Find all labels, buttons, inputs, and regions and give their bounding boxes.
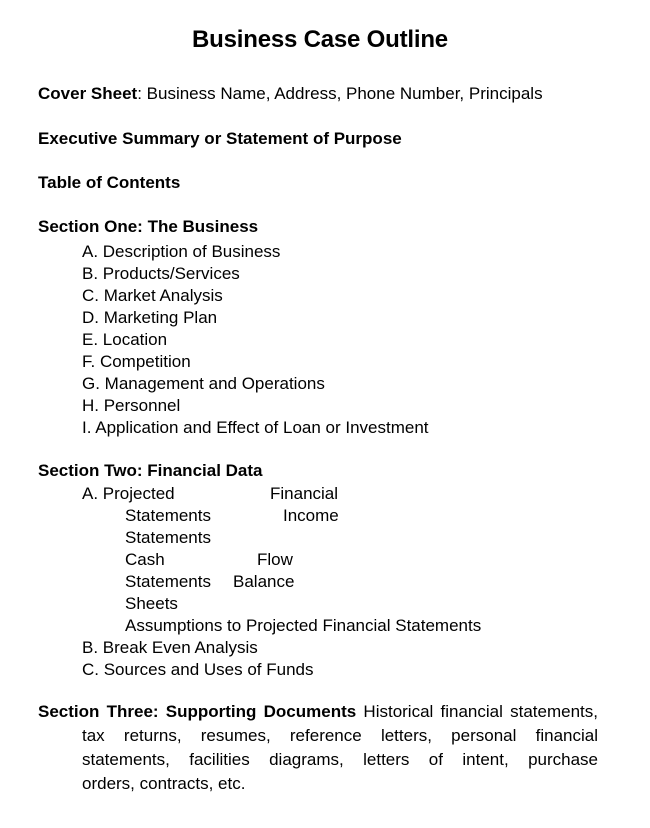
section-three-heading: Section Three: Supporting Documents [38,702,357,721]
section-two-heading: Section Two: Financial Data [38,461,263,480]
cover-sheet-line [38,83,543,105]
section-three-paragraph [38,700,598,796]
section-one-item: F. Competition [82,352,191,371]
section-one-item: C. Market Analysis [82,286,223,305]
section-two-word: Income [283,506,339,525]
section-one-item: E. Location [82,330,168,349]
table-of-contents-heading: Table of Contents [38,173,181,192]
section-three-line-3: statements, facilities diagrams, letters of intent, purchase [82,750,598,769]
section-two-item-c: C. Sources and Uses of Funds [82,660,314,679]
section-two-item-b: B. Break Even Analysis [82,638,258,657]
section-one-item: D. Marketing Plan [82,308,218,327]
section-one-item: H. Personnel [82,396,181,415]
section-two-word: Flow [257,550,293,569]
section-three-line-2: tax returns, resumes, reference letters, personal financial [82,726,598,745]
section-two-word: Statements [125,506,211,525]
section-two-word: Sheets [125,594,178,613]
section-one-item: B. Products/Services [82,264,240,283]
section-one-item: A. Description of Business [82,242,281,261]
section-one-item: I. Application and Effect of Loan or Investment [82,418,429,437]
cover-sheet-label: Cover Sheet [38,84,138,103]
section-two-assumptions: Assumptions to Projected Financial Statements [125,616,482,635]
document-title: Business Case Outline [192,26,448,53]
section-two-word: Balance [233,572,295,591]
section-two-word: Cash [125,550,165,569]
section-three-text-1: Historical financial statements, [356,702,598,721]
section-two-word: Financial [270,484,339,503]
section-three-line-4: orders, contracts, etc. [82,774,246,793]
section-two-item-a: A. Projected [82,484,175,503]
section-one-item: G. Management and Operations [82,374,325,393]
cover-sheet-text: : Business Name, Address, Phone Number, Principals [137,84,543,103]
section-two-word: Statements [125,528,211,547]
executive-summary-heading: Executive Summary or Statement of Purpose [38,129,402,148]
section-one-heading: Section One: The Business [38,217,259,236]
section-two-word: Statements [125,572,211,591]
section-three-line-1 [38,700,598,724]
